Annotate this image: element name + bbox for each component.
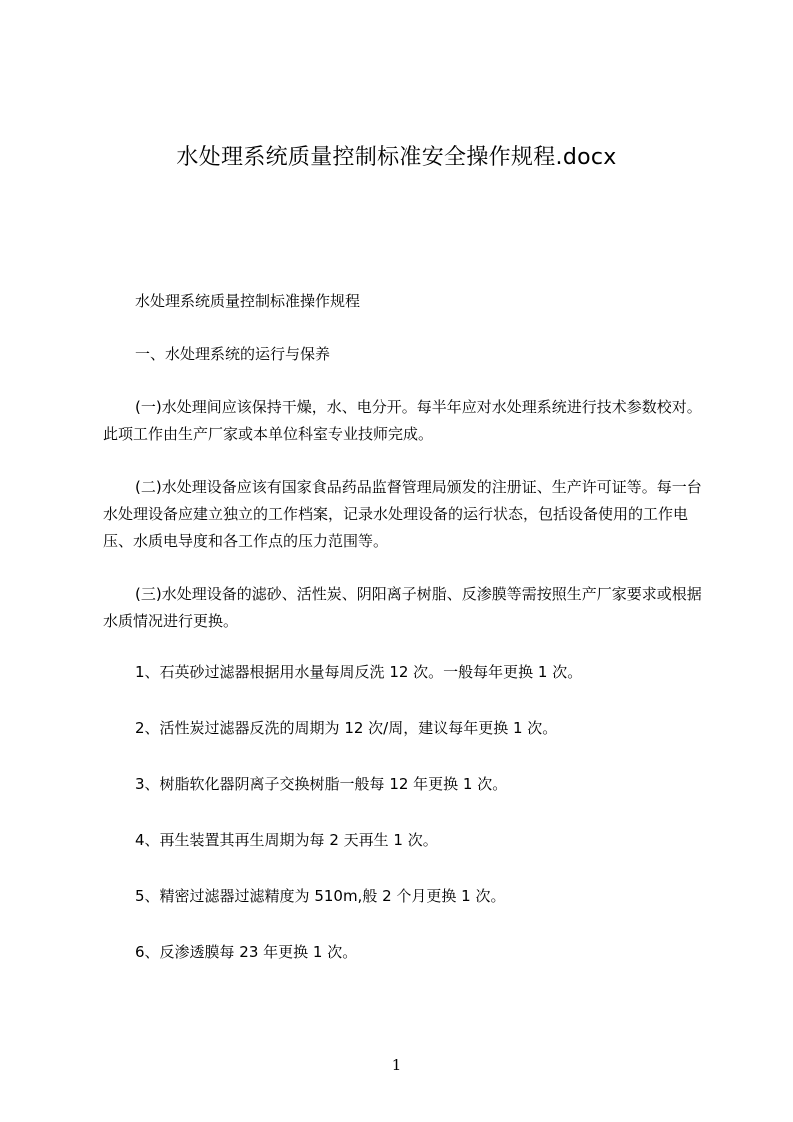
page-number: 1 [391,1056,402,1074]
document-body [103,288,703,995]
list-item: 1、石英砂过滤器根据用水量每周反洗 12 次。一般每年更换 1 次。 [135,663,583,681]
list-item: 5、精密过滤器过滤精度为 510m,般 2 个月更换 1 次。 [135,887,506,905]
section-heading: 一、水处理系统的运行与保养 [135,345,331,363]
list-item: 4、再生装置其再生周期为每 2 天再生 1 次。 [135,831,438,849]
list-item: 6、反渗透膜每 23 年更换 1 次。 [135,943,358,961]
list-item: 2、活性炭过滤器反洗的周期为 12 次/周，建议每年更换 1 次。 [135,719,558,737]
paragraph-item-1: (一)水处理间应该保持干燥，水、电分开。每半年应对水处理系统进行技术参数校对。此项工作由生产厂家或本单位科室专业技师完成。 [103,398,702,443]
list-item: 3、树脂软化器阴离子交换树脂一般每 12 年更换 1 次。 [135,775,508,793]
paragraph-item-3: (三)水处理设备的滤砂、活性炭、阴阳离子树脂、反渗膜等需按照生产厂家要求或根据水质情况进行更换。 [103,585,702,630]
paragraph-item-2: (二)水处理设备应该有国家食品药品监督管理局颁发的注册证、生产许可证等。每一台水处理设备应建立独立的工作档案，记录水处理设备的运行状态，包括设备使用的工作电压、水质电导度和各工作点的压力范围等。 [103,478,702,550]
paragraph-heading: 水处理系统质量控制标准操作规程 [135,292,361,310]
document-title: 水处理系统质量控制标准安全操作规程.docx [176,145,617,170]
